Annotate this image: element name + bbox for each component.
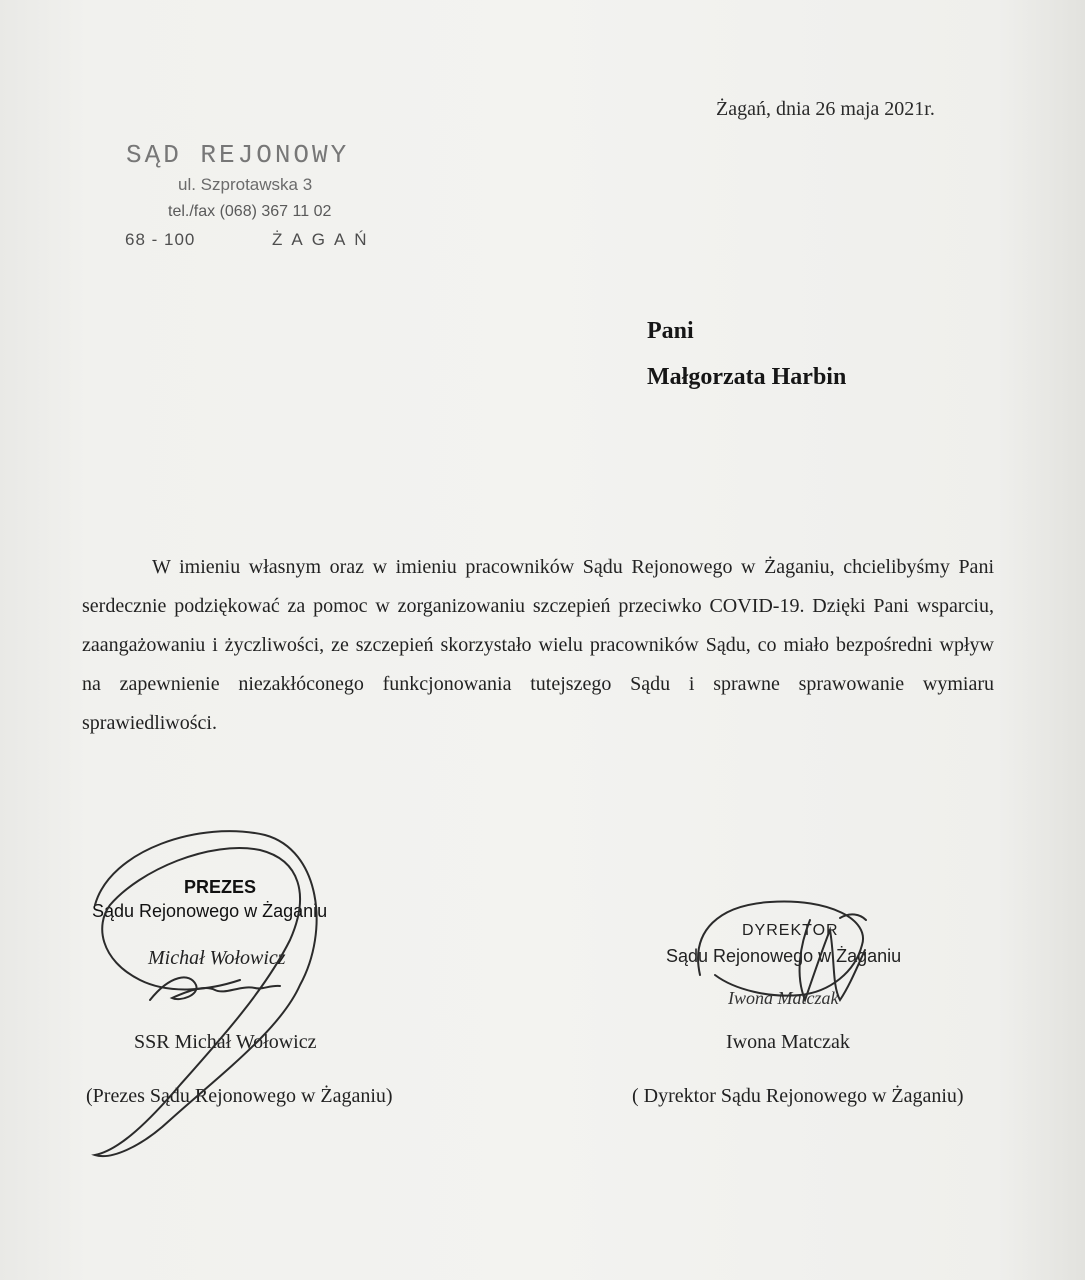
recipient-salutation: Pani: [647, 318, 694, 344]
stamp-city: ŻAGAŃ: [272, 230, 376, 249]
president-role: (Prezes Sądu Rejonowego w Żaganiu): [86, 1085, 393, 1107]
letter-body: [82, 548, 994, 743]
president-printed-name: SSR Michał Wołowicz: [134, 1031, 317, 1053]
director-role: ( Dyrektor Sądu Rejonowego w Żaganiu): [632, 1085, 964, 1107]
president-stamp-court: Sądu Rejonowego w Żaganiu: [92, 901, 328, 921]
director-stamp-court: Sądu Rejonowego w Żaganiu: [666, 946, 902, 966]
director-printed-name: Iwona Matczak: [726, 1031, 850, 1053]
stamp-postcode: 68 - 100: [125, 230, 196, 249]
letter-date: Żagań, dnia 26 maja 2021r.: [716, 98, 935, 120]
director-stamp-name: Iwona Matczak: [728, 988, 839, 1008]
body-paragraph: W imieniu własnym oraz w imieniu pracowników Sądu Rejonowego w Żaganiu, chcielibyśmy Pani serdecznie podziękować za pomoc w zorganizowaniu szczepień przeciwko COVID-19. Dzięki Pani wsparciu, zaangażowaniu i życzliwości, ze szczepień skorzystało wielu pracowników Sądu, co miało bezpośredni wpływ na zapewnienie niezakłóconego funkcjonowania tutejszego Sądu i sprawne sprawowanie wymiaru sprawiedliwości.: [82, 556, 994, 734]
stamp-street: ul. Szprotawska 3: [178, 175, 313, 194]
director-stamp-title: DYREKTOR: [742, 922, 839, 939]
president-stamp-title: PREZES: [184, 877, 257, 897]
president-stamp-name: Michał Wołowicz: [148, 947, 286, 969]
stamp-phone: tel./fax (068) 367 11 02: [168, 203, 332, 220]
stamp-court-name: SĄD REJONOWY: [126, 140, 350, 170]
recipient-block: [647, 318, 846, 391]
recipient-name: Małgorzata Harbin: [647, 364, 847, 390]
